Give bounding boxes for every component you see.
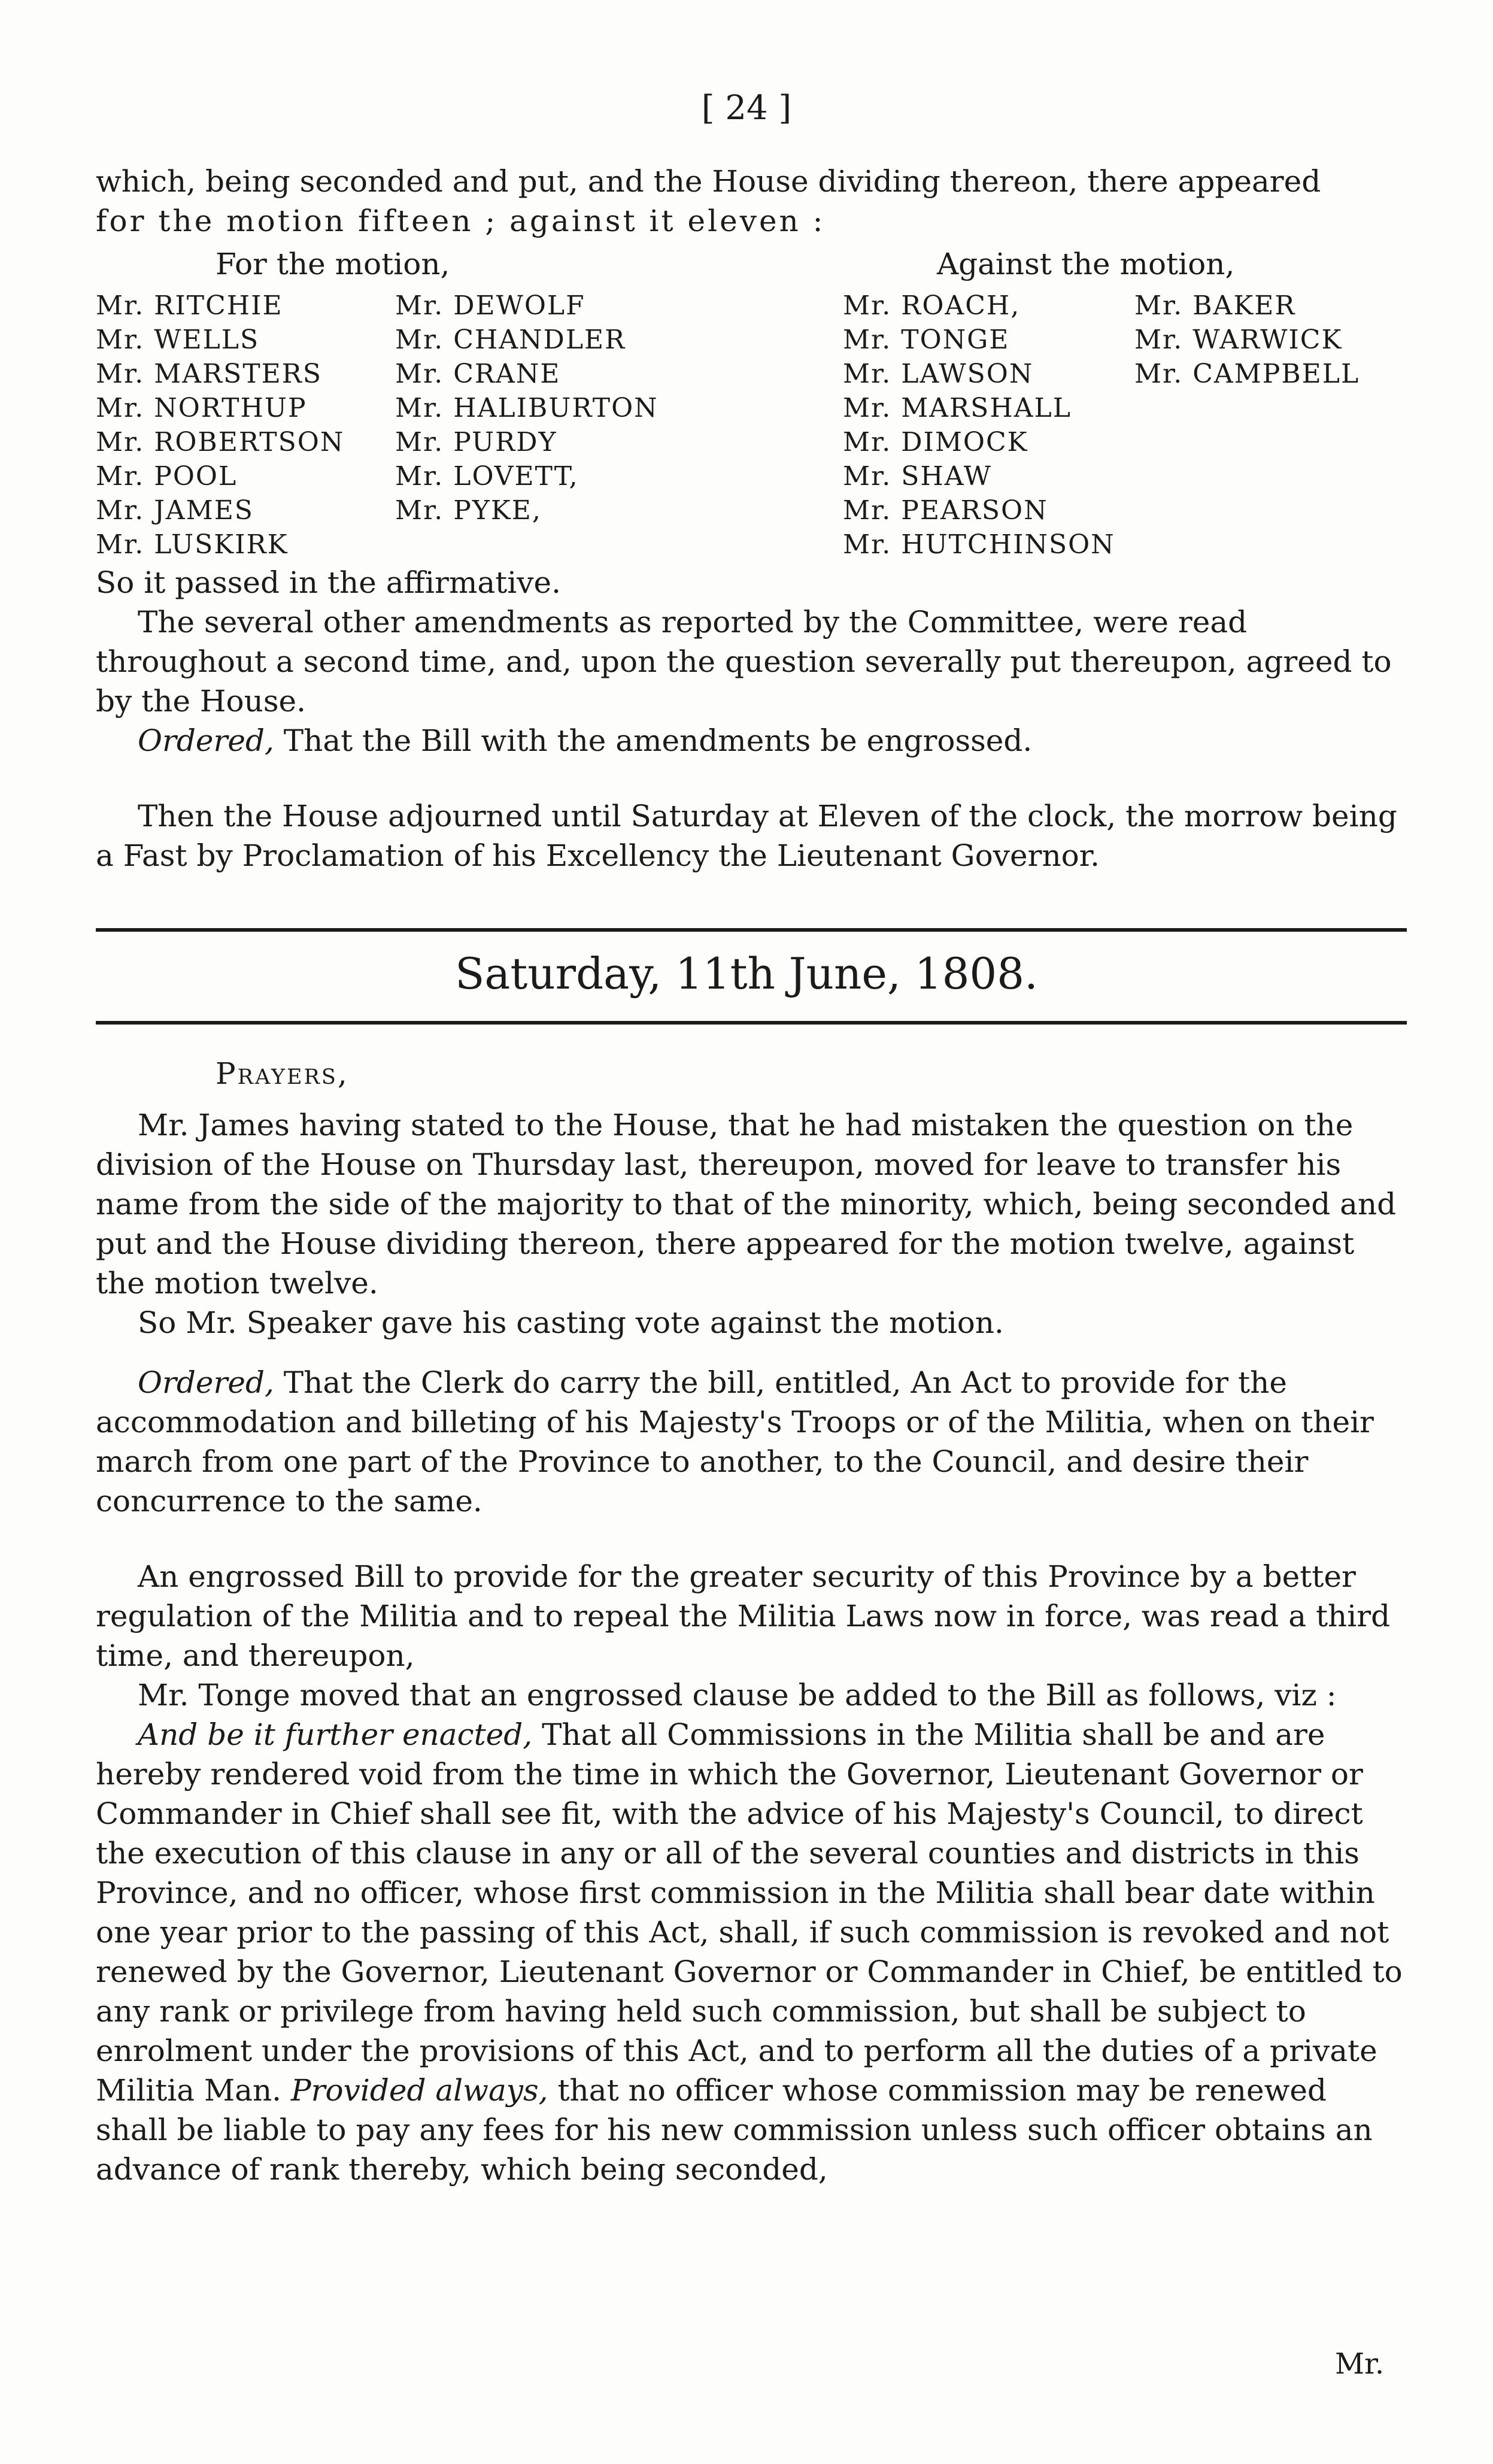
for-motion-column-1 <box>96 289 344 562</box>
intro-line-2: for the motion fifteen ; against it eleven : <box>96 204 826 238</box>
member-name: Mr. POOL <box>96 461 238 492</box>
proviso-text: that no officer whose commission may be renewed shall be liable to pay any fees for his new commission unless such officer obtains an advance of rank thereby, which being seconded, <box>96 2073 1373 2187</box>
member-name: Mr. JAMES <box>96 495 254 526</box>
ordered-label: Ordered, <box>138 1365 274 1400</box>
member-name: Mr. CAMPBELL <box>1134 359 1360 389</box>
member-name: Mr. LAWSON <box>843 359 1034 389</box>
member-name: Mr. MARSTERS <box>96 359 323 389</box>
member-name: Mr. LOVETT, <box>395 461 579 492</box>
proceedings-11-june-eve <box>96 563 1407 875</box>
member-name: Mr. SHAW <box>843 461 992 492</box>
against-motion-column-2 <box>1134 289 1360 391</box>
ordered-engrossed <box>96 721 1407 760</box>
member-name: Mr. RITCHIE <box>96 290 283 321</box>
amendments-paragraph: The several other amendments as reported by the Committee, were read throughout a second time, and, upon the question severally put thereupon, agreed to by the House. <box>96 605 1392 719</box>
catchword: Mr. <box>1335 2347 1385 2381</box>
adjourned-paragraph: Then the House adjourned until Saturday at Eleven of the clock, the morrow being a Fast by Proclamation of his Excellency the Lieutenant Governor. <box>96 799 1397 873</box>
date-heading: Saturday, 11th June, 1808. <box>455 948 1038 999</box>
militia-clause <box>96 1715 1407 2189</box>
member-name: Mr. DEWOLF <box>395 290 585 321</box>
intro-text <box>96 162 1407 241</box>
ordered-label: Ordered, <box>138 723 274 758</box>
member-name: Mr. BAKER <box>1134 290 1296 321</box>
member-name: Mr. PYKE, <box>395 495 542 526</box>
prayers-line: Prayers, <box>216 1056 349 1091</box>
member-name: Mr. LUSKIRK <box>96 529 289 560</box>
member-name: Mr. ROBERTSON <box>96 427 345 457</box>
clause-label: And be it further enacted, <box>138 1717 533 1752</box>
member-name: Mr. WARWICK <box>1134 325 1343 355</box>
member-name: Mr. PEARSON <box>843 495 1048 526</box>
for-motion-heading: For the motion, <box>216 247 450 281</box>
ordered-carry-bill <box>96 1363 1407 1521</box>
against-motion-column-1 <box>843 289 1115 562</box>
section-rule-top <box>96 928 1407 932</box>
engrossed-bill-paragraph: An engrossed Bill to provide for the greater security of this Province by a better regulation of the Militia and to repeal the Militia Laws now in force, was read a third time, and thereupon, <box>96 1559 1391 1673</box>
proceedings-saturday <box>96 1054 1407 2189</box>
member-name: Mr. TONGE <box>843 325 1010 355</box>
page-number: [ 24 ] <box>701 89 792 128</box>
member-name: Mr. WELLS <box>96 325 260 355</box>
member-name: Mr. CHANDLER <box>395 325 626 355</box>
ordered-text: That the Bill with the amendments be engrossed. <box>283 723 1033 758</box>
ordered-text: That the Clerk do carry the bill, entitled, An Act to provide for the accommodation and billeting of his Majesty's Troops or of the Militia, when on their march from one part of the Province to another, to the Council, and desire their concurrence to the same. <box>96 1365 1374 1519</box>
casting-vote-line: So Mr. Speaker gave his casting vote against the motion. <box>138 1305 1004 1340</box>
member-name: Mr. ROACH, <box>843 290 1021 321</box>
member-name: Mr. HUTCHINSON <box>843 529 1115 560</box>
member-name: Mr. HALIBURTON <box>395 393 659 423</box>
passed-line: So it passed in the affirmative. <box>96 565 561 600</box>
proviso-label: Provided always, <box>290 2073 548 2108</box>
member-name: Mr. PURDY <box>395 427 557 457</box>
for-motion-column-2 <box>395 289 659 528</box>
james-motion-paragraph: Mr. James having stated to the House, that he had mistaken the question on the division of the House on Thursday last, thereupon, moved for leave to transfer his name from the side of the majority to that of the minority, which, being seconded and put and the House dividing thereon, there appeared for the motion twelve, against the motion twelve. <box>96 1108 1397 1301</box>
member-name: Mr. NORTHUP <box>96 393 307 423</box>
against-motion-heading: Against the motion, <box>937 247 1235 281</box>
member-name: Mr. MARSHALL <box>843 393 1072 423</box>
intro-line-1: which, being seconded and put, and the House dividing thereon, there appeared <box>96 164 1321 199</box>
member-name: Mr. CRANE <box>395 359 561 389</box>
member-name: Mr. DIMOCK <box>843 427 1028 457</box>
clause-text: That all Commissions in the Militia shall be and are hereby rendered void from the time in which the Governor, Lieutenant Governor or Commander in Chief shall see fit, with the advice of his Majesty's Council, to direct the execution of this clause in any or all of the several counties and districts in this Province, and no officer, whose first commission in the Militia shall bear date within one year prior to the passing of this Act, shall, if such commission is revoked and not renewed by the Governor, Lieutenant Governor or Commander in Chief, be entitled to any rank or privilege from having held such commission, but shall be subject to enrolment under the provisions of this Act, and to perform all the duties of a private Militia Man. <box>96 1717 1403 2108</box>
tonge-motion-line: Mr. Tonge moved that an engrossed clause be added to the Bill as follows, viz : <box>138 1678 1337 1713</box>
section-rule-bottom <box>96 1021 1407 1025</box>
